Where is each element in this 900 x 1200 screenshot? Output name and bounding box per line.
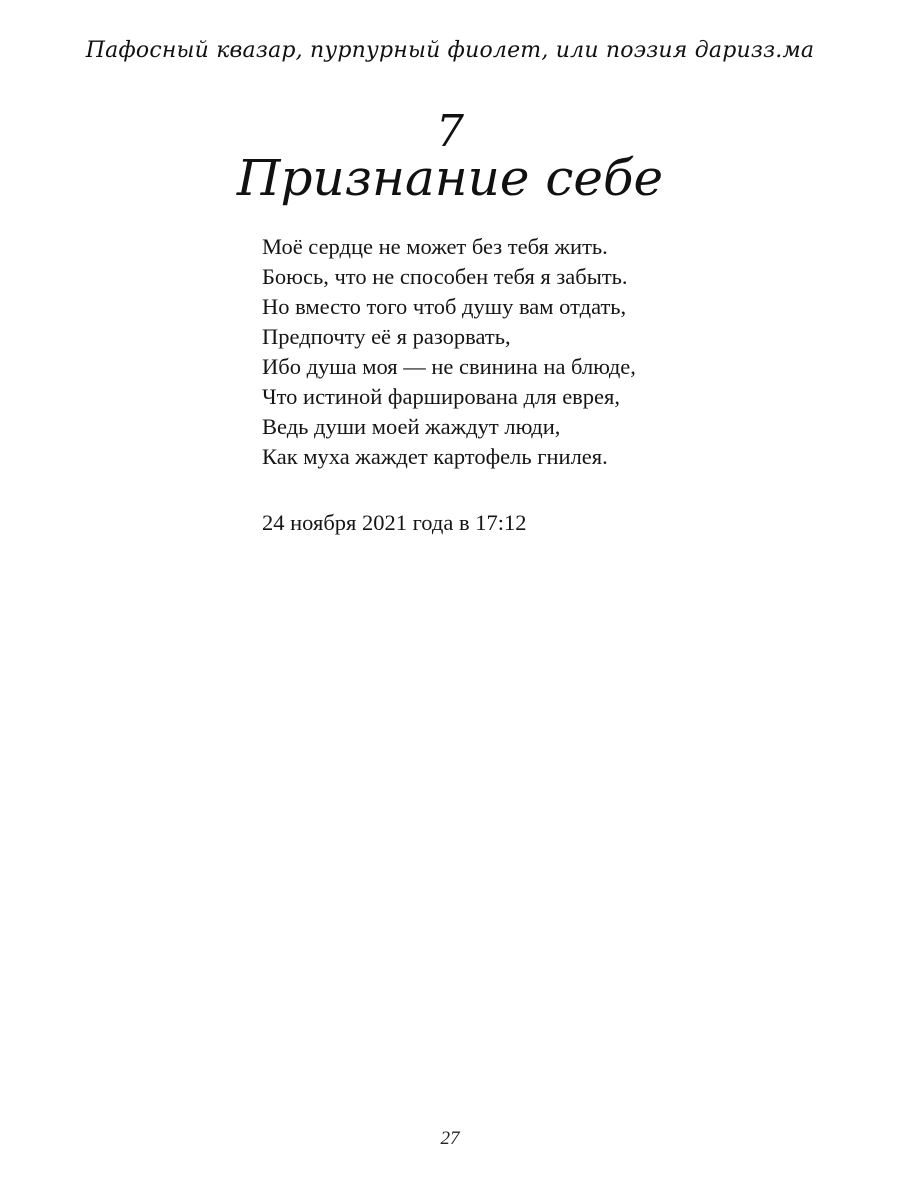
poem-line: Боюсь, что не способен тебя я забыть. [262,264,628,289]
poem-line: Ведь души моей жаждут люди, [262,414,561,439]
chapter-title: Признание себе [236,149,664,207]
poem-line: Что истиной фарширована для еврея, [262,384,621,409]
poem-line: Предпочту её я разорвать, [262,324,511,349]
poem-line: Но вместо того чтоб душу вам отдать, [262,294,627,319]
chapter-number: 7 [436,106,464,157]
running-header: Пафосный квазар, пурпурный фиолет, или поэзия даризз.ма [85,38,815,63]
poem-line: Как муха жаждет картофель гнилея. [262,444,608,469]
poem-line: Ибо душа моя — не свинина на блюде, [262,354,636,379]
poem-body [262,232,822,472]
poem-line: Моё сердце не может без тебя жить. [262,234,608,259]
poem-date: 24 ноября 2021 года в 17:12 [262,510,527,535]
page-number: 27 [440,1128,460,1149]
